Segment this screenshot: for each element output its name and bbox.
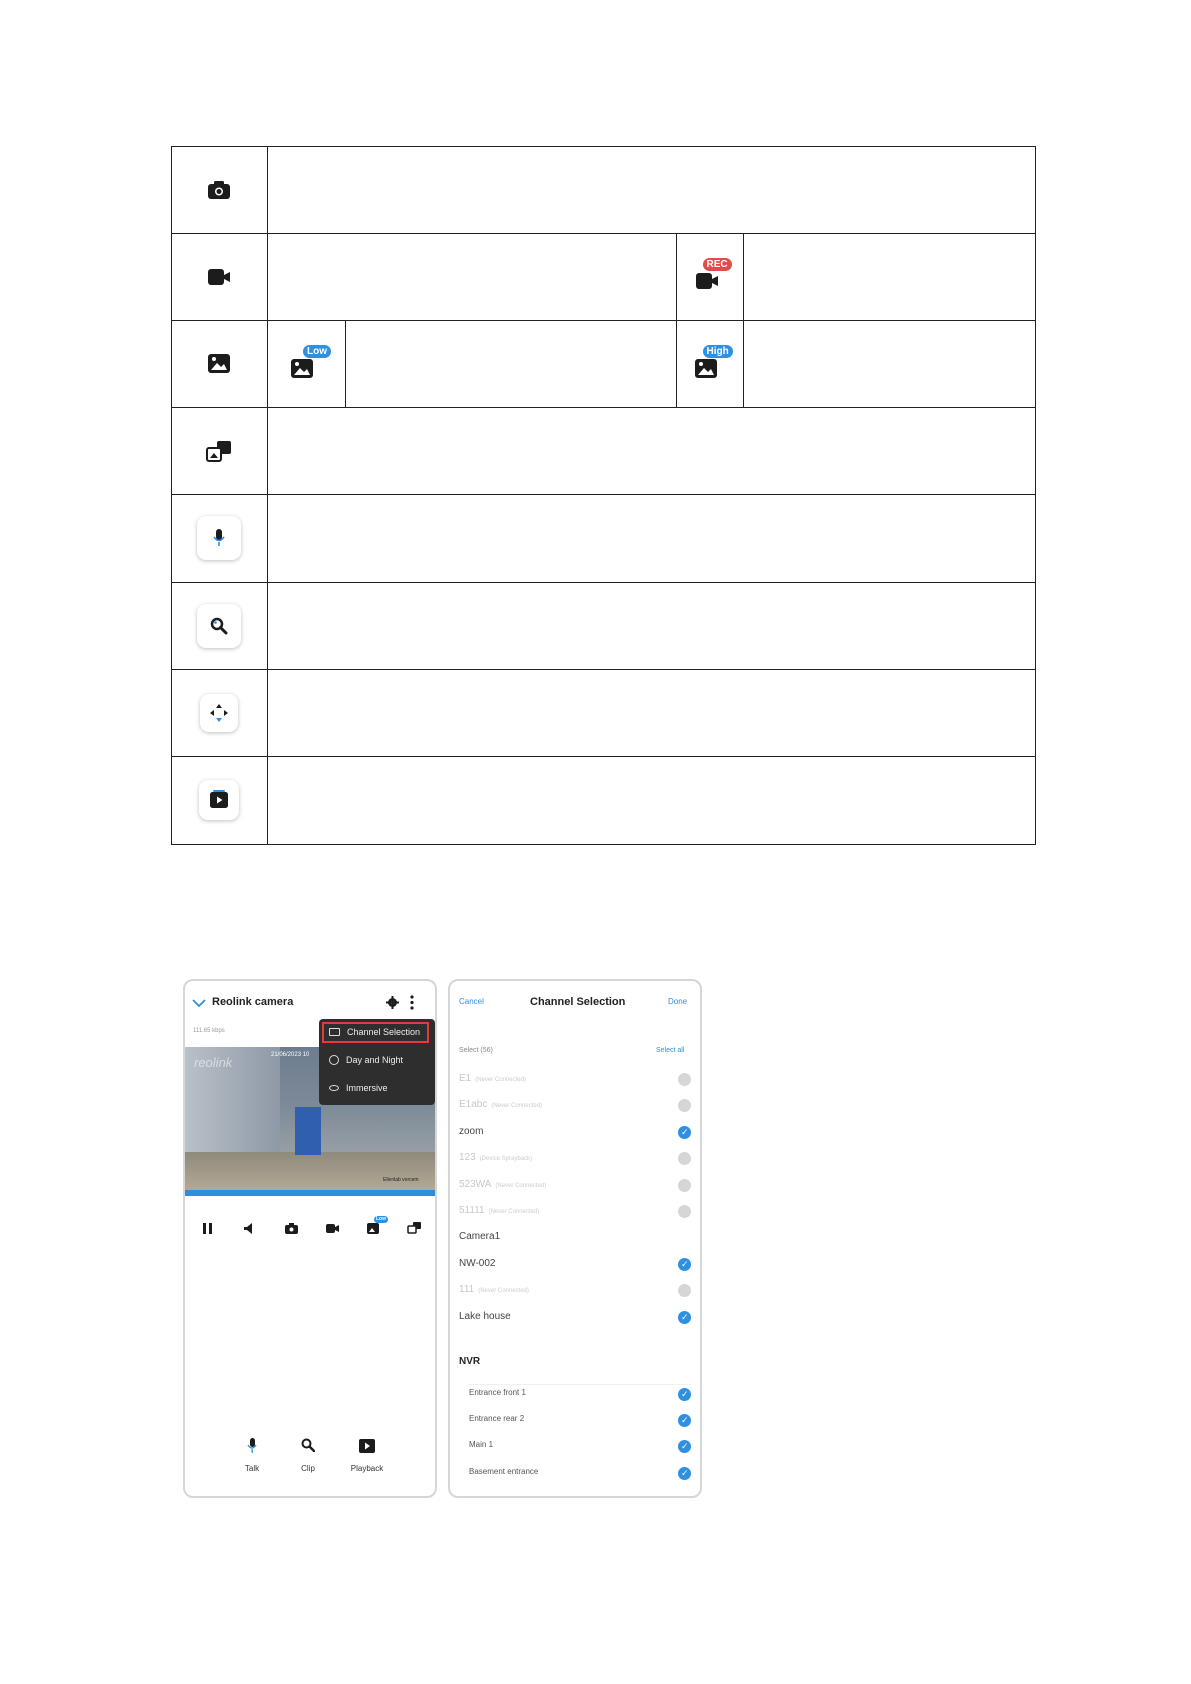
channel-selection-screen <box>448 979 702 1498</box>
channel-row[interactable] <box>459 1228 691 1248</box>
quality-badge: Low <box>376 1216 386 1222</box>
channel-row[interactable] <box>459 1149 691 1169</box>
legend-row-playback <box>171 756 267 844</box>
day-night-icon <box>329 1055 339 1065</box>
legend-row-quality <box>171 320 267 407</box>
channel-status: (Never Connected) <box>491 1103 543 1110</box>
bitrate-text: 111.65 kbps <box>193 1028 225 1034</box>
video-record-icon <box>207 268 231 286</box>
nvr-channel-name: Entrance rear 2 <box>469 1413 525 1423</box>
channel-status: (Never Connected) <box>495 1182 547 1189</box>
video-record-icon[interactable] <box>326 1223 339 1234</box>
low-badge: Low <box>303 345 331 358</box>
done-button[interactable]: Done <box>668 997 688 1006</box>
legend-quality-low <box>267 320 345 407</box>
unchecked-circle-icon[interactable] <box>678 1099 691 1112</box>
channel-row[interactable] <box>459 1281 691 1301</box>
unchecked-circle-icon[interactable] <box>678 1205 691 1218</box>
playback-label: Playback <box>350 1464 384 1473</box>
nvr-channel-row[interactable] <box>469 1384 691 1405</box>
unchecked-circle-icon[interactable] <box>678 1152 691 1165</box>
legend-recording-state <box>676 233 743 320</box>
cancel-button[interactable]: Cancel <box>459 997 484 1006</box>
legend-row-snapshot <box>171 146 267 233</box>
checked-circle-icon[interactable] <box>678 1311 691 1324</box>
speaker-icon[interactable] <box>244 1223 254 1234</box>
image-icon <box>291 359 313 378</box>
search-icon <box>210 617 228 635</box>
checked-circle-icon[interactable] <box>678 1388 691 1401</box>
channel-name: Lake house <box>459 1310 511 1322</box>
channel-name: 51111 (Never Connected) <box>459 1205 540 1216</box>
screen-title: Channel Selection <box>530 996 626 1008</box>
channel-name: 523WA (Never Connected) <box>459 1178 547 1190</box>
channel-status: (Never Connected) <box>488 1209 540 1215</box>
legend-row-clip <box>171 582 267 669</box>
nvr-channel-name: Basement entrance <box>469 1466 539 1476</box>
channel-row[interactable] <box>459 1176 691 1196</box>
channel-name: 123 (Device Sprayback) <box>459 1152 533 1164</box>
ptz-icon <box>209 703 229 723</box>
more-vertical-icon[interactable] <box>410 995 414 1010</box>
switch-view-icon[interactable] <box>407 1222 421 1234</box>
channel-name: zoom <box>459 1125 484 1137</box>
channel-icon <box>329 1028 340 1036</box>
channel-status: (Device Sprayback) <box>479 1156 533 1163</box>
legend-row-record <box>171 233 267 320</box>
checked-circle-icon[interactable] <box>678 1414 691 1427</box>
image-icon <box>208 354 230 373</box>
legend-row-ptz <box>171 669 267 756</box>
nvr-channel-row[interactable] <box>469 1411 691 1431</box>
legend-quality-high <box>676 320 743 407</box>
talk-label: Talk <box>244 1464 260 1473</box>
nvr-channel-name: Entrance front 1 <box>469 1388 526 1397</box>
channel-row[interactable] <box>459 1308 691 1328</box>
channel-status: (Never Connected) <box>475 1077 526 1083</box>
channel-row[interactable] <box>459 1070 691 1090</box>
channel-row[interactable] <box>459 1255 691 1275</box>
video-progress-rail[interactable] <box>185 1190 435 1196</box>
camera-icon <box>207 180 231 200</box>
rec-badge: REC <box>703 258 732 271</box>
microphone-icon <box>212 528 226 548</box>
high-badge: High <box>703 345 733 358</box>
channel-name: E1 (Never Connected) <box>459 1073 526 1084</box>
quality-toggle[interactable] <box>367 1217 389 1235</box>
legend-row-talk <box>171 494 267 582</box>
live-view-screen <box>183 979 437 1498</box>
menu-item-label: Immersive <box>346 1083 388 1093</box>
video-watermark: reolink <box>194 1055 233 1070</box>
image-icon <box>367 1223 379 1234</box>
select-count: Select (56) <box>459 1047 493 1054</box>
nvr-channel-row[interactable] <box>469 1464 691 1484</box>
nvr-heading: NVR <box>459 1356 481 1367</box>
clip-label: Clip <box>301 1464 315 1473</box>
playback-icon <box>209 790 229 810</box>
unchecked-circle-icon[interactable] <box>678 1073 691 1086</box>
channel-name: E1abc (Never Connected) <box>459 1099 543 1111</box>
channel-name: Camera1 <box>459 1231 501 1243</box>
unchecked-circle-icon[interactable] <box>678 1284 691 1297</box>
legend-row-switch <box>171 407 267 494</box>
channel-status: (Never Connected) <box>478 1288 529 1295</box>
video-scene-boxes <box>295 1107 321 1155</box>
channel-row[interactable] <box>459 1202 691 1222</box>
menu-item-label: Channel Selection <box>347 1027 421 1037</box>
microphone-icon[interactable] <box>247 1438 257 1454</box>
overflow-menu <box>319 1019 435 1105</box>
playback-icon[interactable] <box>359 1438 375 1453</box>
pause-icon[interactable] <box>203 1223 212 1234</box>
gear-icon[interactable] <box>386 996 399 1009</box>
menu-item-immersive[interactable] <box>329 1083 388 1093</box>
nvr-channel-row[interactable] <box>469 1437 691 1457</box>
select-all-button[interactable]: Select all <box>656 1047 685 1054</box>
chevron-down-icon[interactable] <box>191 998 207 1008</box>
video-timestamp: 21/06/2023 10 <box>271 1052 310 1058</box>
camera-title: Reolink camera <box>212 996 294 1008</box>
switch-view-icon <box>206 440 232 462</box>
channel-row[interactable] <box>459 1096 691 1116</box>
search-icon[interactable] <box>301 1438 315 1452</box>
channel-name: NW-002 <box>459 1257 496 1269</box>
channel-name: 111 (Never Connected) <box>459 1284 529 1296</box>
video-device-label: Ellenlab vorcem <box>383 1177 419 1183</box>
menu-item-label: Day and Night <box>346 1055 404 1065</box>
video-record-icon <box>695 272 719 290</box>
checked-circle-icon[interactable] <box>678 1126 691 1139</box>
checked-circle-icon[interactable] <box>678 1440 691 1453</box>
menu-item-day-and-night[interactable] <box>329 1055 403 1065</box>
checked-circle-icon[interactable] <box>678 1467 691 1480</box>
unchecked-circle-icon[interactable] <box>678 1179 691 1192</box>
camera-icon[interactable] <box>285 1223 298 1234</box>
checked-circle-icon[interactable] <box>678 1258 691 1271</box>
eye-icon <box>329 1085 339 1091</box>
menu-item-channel-selection[interactable] <box>329 1027 420 1037</box>
nvr-channel-name: Main 1 <box>469 1440 494 1450</box>
image-icon <box>695 359 717 378</box>
icon-legend-table <box>171 146 1036 845</box>
channel-row[interactable] <box>459 1123 691 1143</box>
